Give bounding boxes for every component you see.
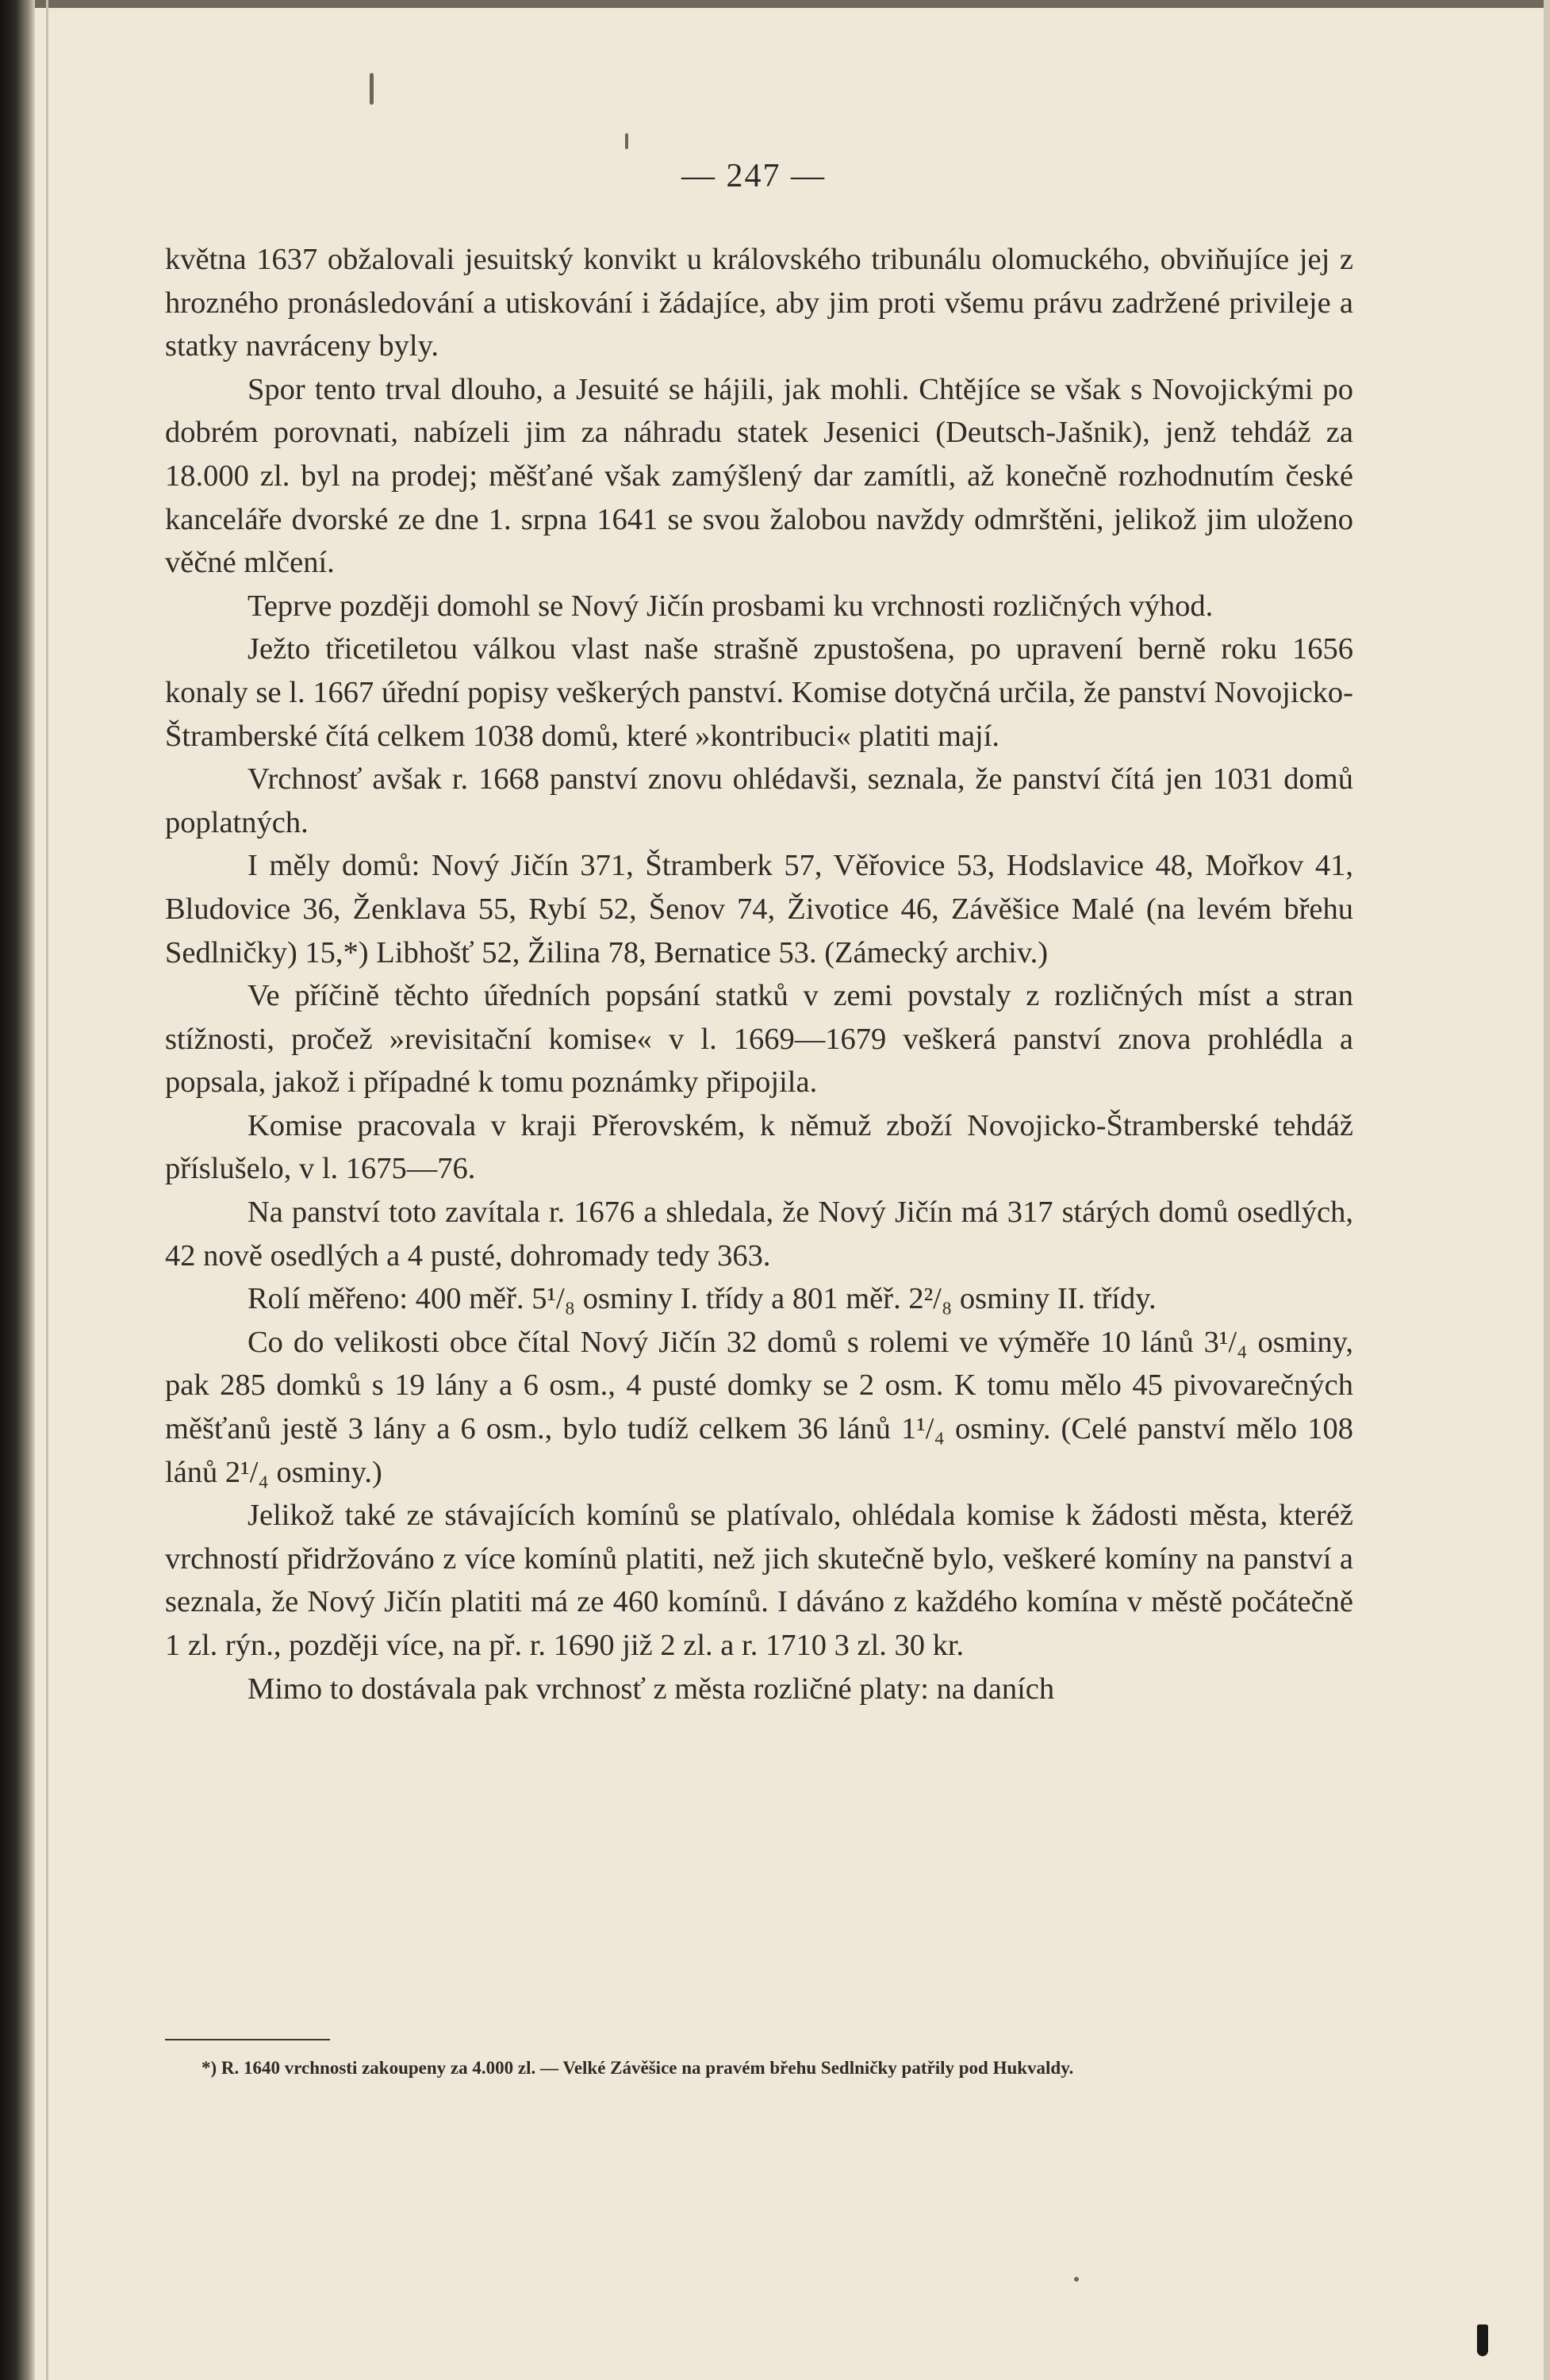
paragraph: Teprve později domohl se Nový Jičín prosbami ku vrchnosti rozličných výhod. — [247, 589, 1214, 623]
paragraph: Komise pracovala v kraji Přerovském, k němuž zboží Novojicko-Štramberské tehdáž příslušelo, v l. 1675—76. — [165, 1108, 1353, 1186]
paragraph: Ve příčině těchto úředních popsání statků v zemi povstaly z rozličných míst a stran stížnosti, pročež »revisitační komise« v l. 1669—1679 veškerá panství znova prohlédla a popsala, jakož i případné k tomu poznámky připojila. — [165, 979, 1353, 1100]
spine-fold-line — [46, 0, 48, 2380]
paragraph: Mimo to dostávala pak vrchnosť z města rozličné platy: na daních — [247, 1672, 1055, 1706]
paragraph: Co do velikosti obce čítal Nový Jičín 32 domů s rolemi ve výměře 10 lánů 3¹/₄ osminy, pak 285 domků s 19 lány a 6 osm., 4 pusté domky se 2 osm. K tomu mělo 45 pivovarečných měšťanů jestě 3 lány a 6 osm., bylo tudíž celkem 36 lánů 1¹/₄ osminy. (Celé panství mělo 108 lánů 2¹/₄ osminy.) — [165, 1325, 1353, 1489]
footnote: *) R. 1640 vrchnosti zakoupeny za 4.000 zl. — Velké Závěšice na pravém břehu Sedlničky patřily pod Hukvaldy. — [201, 2058, 1074, 2078]
book-spine-shadow — [0, 0, 35, 2380]
page-top-edge — [0, 0, 1550, 8]
page-right-edge — [1544, 0, 1550, 2380]
ink-speck — [625, 133, 628, 149]
paragraph: Spor tento trval dlouho, a Jesuité se hájili, jak mohli. Chtějíce se však s Novojickými po dobrém porovnati, nabízeli jim za náhradu statek Jesenici (Deutsch-Jašnik), jenž tehdáž za 18.000 zl. byl na prodej; měšťané však zamýšlený dar zamítli, až konečně rozhodnutím české kanceláře dvorské ze dne 1. srpna 1641 se svou žalobou navždy odmrštěni, jelikož jim uloženo věčné mlčení. — [165, 372, 1353, 580]
page-number: — 247 — — [681, 158, 826, 194]
paragraph: Na panství toto zavítala r. 1676 a shledala, že Nový Jičín má 317 stárých domů osedlých, 42 nově osedlých a 4 pusté, dohromady tedy 363. — [165, 1196, 1353, 1273]
ink-speck — [370, 73, 374, 105]
paragraph: Rolí měřeno: 400 měř. 5¹/₈ osminy I. třídy a 801 měř. 2²/₈ osminy II. třídy. — [247, 1282, 1157, 1316]
paragraph: Jelikož také ze stávajících komínů se platívalo, ohlédala komise k žádosti města, kteréž vrchností přidržováno z více komínů platiti, než jich skutečně bylo, veškeré komíny na panství a seznala, že Nový Jičín platiti má ze 460 komínů. I dáváno z každého komína v městě počátečně 1 zl. rýn., později více, na př. r. 1690 již 2 zl. a r. 1710 3 zl. 30 kr. — [165, 1499, 1353, 1662]
paragraph: Ježto třicetiletou válkou vlast naše strašně zpustošena, po upravení berně roku 1656 konaly se l. 1667 úřední popisy veškerých panství. Komise dotyčná určila, že panství Novojicko-Štramberské čítá celkem 1038 domů, které »kontribuci« platiti mají. — [165, 632, 1353, 753]
page-corner-mark — [1477, 2324, 1488, 2356]
body-text — [165, 238, 1353, 1710]
paragraph: Vrchnosť avšak r. 1668 panství znovu ohlédavši, seznala, že panství čítá jen 1031 domů poplatných. — [165, 762, 1353, 839]
ink-speck — [1074, 2277, 1079, 2282]
paragraph: I měly domů: Nový Jičín 371, Štramberk 57, Věřovice 53, Hodslavice 48, Mořkov 41, Bludovice 36, Ženklava 55, Rybí 52, Šenov 74, Životice 46, Závěšice Malé (na levém břehu Sedlničky) 15,*) Libhošť 52, Žilina 78, Bernatice 53. (Zámecký archiv.) — [165, 849, 1353, 969]
paragraph: května 1637 obžalovali jesuitský konvikt u královského tribunálu olomuckého, obviňujíce jej z hrozného pronásledování a utiskování i žádajíce, aby jim proti všemu právu zadržené privileje a statky navráceny byly. — [165, 243, 1353, 363]
footnote-divider — [165, 2039, 330, 2040]
